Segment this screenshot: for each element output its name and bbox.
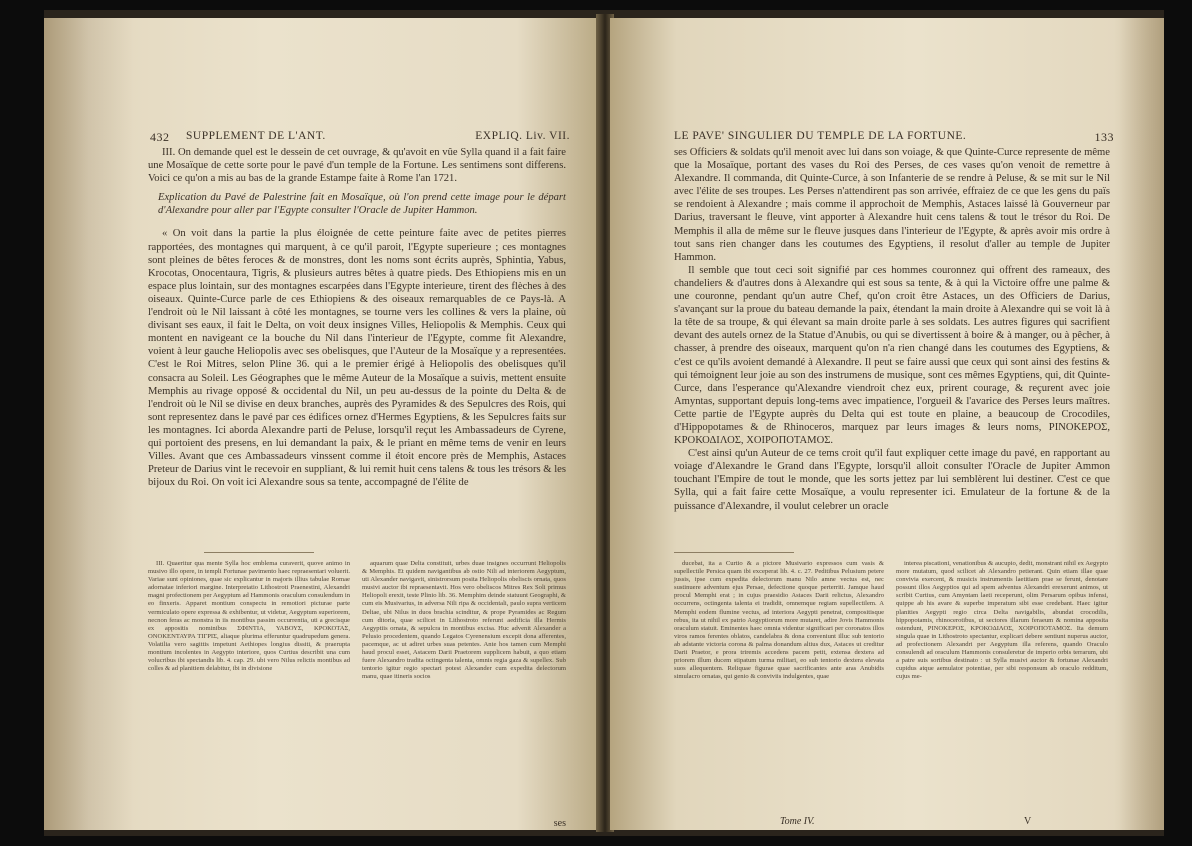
- signature-mark: V: [1024, 816, 1032, 827]
- left-paragraph-1: III. On demande quel est le dessein de cet ouvrage, & qu'avoit en vûe Sylla quand il a fait faire une Mosaïque de cette sorte pour le pavé d'un temple de la Fortune. Les sentimens sont differens. Voici ce qu'on a mis au bas de la grande Estampe faite à Rome l'an 1721.: [148, 147, 566, 185]
- left-note-column-1: [148, 560, 350, 673]
- tome-label: Tome IV.: [780, 816, 815, 827]
- right-note-column-2: [896, 560, 1108, 681]
- right-page-number: 133: [1094, 130, 1114, 144]
- right-paragraph-2: Il semble que tout ceci soit signifié par ces hommes couronnez qui offrent des rameaux, des chandeliers & d'autres dons à Alexandre qui est sous sa tente, & à qui la Victoire offre une palme & une couronne, pendant qu'un autre Chef, qu'on croit être Astaces, un des Officiers de Darius, s'avançant sur la proue du bateau demande la paix, étendant la main droite à Alexandre qui se voit là à la tête de sa troupe, & qui élevant sa main droite parle à ses soldats. Les autres figures qui sacrifient devant des autels ornez de la Statue d'Anubis, ou qui se divertissent à boire & à manger, ou à pêcher, à chasser, à prendre des oiseaux, marquent qu'on n'a rien changé dans les coutumes des Egyptiens, & c'est ce qu'ils avoient demandé à Alexandre. Il peut se faire aussi que ceux qui sont ainsi des festins & qui témoignent leur joie au son des instrumens de musique, sont ces mêmes Egyptiens, qui, dit Quinte-Curce, dans l'esperance qu'Alexandre viendroit chez eux, prirent courage, & reçurent avec joie Amyntas, supportant depuis long-tems avec impatience, l'orgueil & l'avarice des Perses leurs maîtres. Cette partie de l'Egypte auprès du Delta qui est toute en plaine, a beaucoup de Crocodiles, d'Hippopotames & de Rhinoceros, marquez par leurs images & leurs noms, ΡΙΝΟΚΕΡΟΣ, ΚΡΟΚΟΔΙΛΟΣ, ΧΟΙΡΟΠΟΤΑΜΟΣ.: [674, 264, 1110, 447]
- left-running-subtitle: EXPLIQ. Liv. VII.: [475, 130, 570, 142]
- open-book: [44, 10, 1164, 836]
- left-paragraph-2: « On voit dans la partie la plus éloignée de cette peinture faite avec de petites pierres rapportées, des montagnes qui marquent, à ce qu'il paroit, l'Egypte superieure ; ces montagnes sont pleines de bêtes feroces & de monstres, dont les noms sont écrits auprès, Sphintia, Yabus, Krocotas, Onocentaura, Tigris, & plusieurs autres bêtes à quatre pieds. Des Ethiopiens mis en un espace plus lointain, sur des montagnes escarpées dans l'Egypte interieure, tirent des flèches à des oiseaux. Quinte-Curce parle de ces Ethiopiens & des oiseaux remarquables de ce Pays-là. A l'endroit où le Nil laissant à côté les montagnes, se tourne vers les collines & vers la plaine, où divisant ses eaux, il fait le Delta, on voit deux insignes Villes, Heliopolis & Memphis. Ceux qui montent en navigeant ce la bouche du Nil dans l'interieur de l'Egypte, comme fit Alexandre, voient à leur gauche Heliopolis avec ses obelisques, que l'Auteur de la Mosaïque y a representées. C'est le Roi Mitres, selon Pline 36. qui a le premier érigé à Heliopolis des obelisques qu'il consacra au Soleil. Les Géographes que le même Auteur de la Mosaïque a suivis, mettent ensuite Memphis au rivage opposé & occidental du Nil, un peu au-dessus de la pointe du Delta & de l'endroit où le Nil se divise en deux branches, auprès des Pyramides & des Sepulcres des Rois, qui sont representez dans le pavé par ces édifices ornez d'Hermes Egyptiens, & les Sepulcres faits sur les montagnes. Ici aborda Alexandre parti de Peluse, lorsqu'il reçut les Ambassadeurs de Cyrene, qui portoient des presens, en lui demandant la paix, & le priant en même tems de venir en leurs Villes. Avant que ces Ambassadeurs vinssent comme il étoit encore près de Memphis, Astaces Preteur de Darius vint le recevoir en suppliant, & lui remit huit cens talens & tous les trésors & les bijoux du Roi. On voit ici Alexandre sous sa tente, accompagné de l'élite de: [148, 228, 566, 489]
- left-note-text-1: III. Quaeritur qua mente Sylla hoc emblema curaverit, quove animo in musivo illo opere, in templi Fortunae pavimento haec repraesentari voluerit. Variae sunt opiniones, quae sic explicantur in majoris illius tabulae Romae adornatae inferiori margine. Interpretatio Lithostroti Praenestini, Alexandri magni profectionem per Aegyptum ad Hammonis oraculum consulendum in eo finxeris. Apparet montium conspectu in remotiori picturae parte vermiculato opere expressa & exhibentur, ut videtur, Aegyptum superiorem, necnon feras ac monstra in iis montibus passim occurrentia, uti a grecisque ex appositis nominibus ΣΦΙΝΤΙΑ, ΥΑΒΟΥΣ, ΚΡΟΚΟΤΑΣ, ΟΝΟΚΕΝΤΑΥΡΑ ΤΙΓΡΙΣ, aliaque plurima efferuntur quadrupedum genera. Volatilia vero sagittis impetunt Aethiopes longius dissiti, & praerupta montium incolentes in Aegypto interiore, quos Curtius describit una cum volucribus ibi spectandis lib. 4. cap. 29. ubi vero Nilus relictis montibus ad colles & ad planitiem delabitur, ibi in divisione: [148, 560, 350, 673]
- page-shade: [44, 18, 134, 830]
- left-catchword: ses: [553, 818, 566, 829]
- right-note-column-1: [674, 560, 884, 681]
- page-shade-right: [1114, 18, 1164, 830]
- right-running-title: LE PAVE' SINGULIER DU TEMPLE DE LA FORTUNE.: [674, 130, 967, 142]
- right-footnote-rule: [674, 552, 794, 553]
- right-main-text: [674, 146, 1110, 513]
- left-footnote-rule: [204, 552, 314, 553]
- left-note-column-2: [362, 560, 566, 681]
- left-running-title: SUPPLEMENT DE L'ANT.: [186, 130, 326, 142]
- left-caption: Explication du Pavé de Palestrine fait en Mosaïque, où l'on prend cette image pour le départ d'Alexandre pour aller par l'Egypte consulter l'Oracle de Jupiter Hammon.: [158, 192, 566, 217]
- left-main-text: [148, 146, 566, 489]
- right-page: [610, 18, 1164, 830]
- left-note-text-2: aquarum quae Delta constituit, urbes duae insignes occurrunt Heliopolis & Memphis. Et quidem navigantibus ab ostio Nili ad interiorem Aegyptum, uti Alexander navigavit, sinistrorsum posita Heliopolis obeliscis ornata, quos musivi auctor ibi repraesentavit. Hos vero obeliscos Mitres Rex Soli primus Heliopoli erexit, teste Plinio lib. 36. Memphim deinde statuunt Geographi, & cum eis Musivarius, in adversa Nili ripa & occidentali, paulo supra verticem Deltae, ubi Nilus in duos brachia scinditur, & prope Pyramides ac Regum cum ditoria, quae scilicet in Lithostroto referunt aedificia illa Hermis Aegyptiis ornata, & sepulcra in montibus excisa. Huc advenit Alexander a Pelusio procedentem, quando Legatos Cyrenensium excepit dona afferentes, pacemque, ac ut adiret urbes suas petentes. Ante hos tamen cum Memphi haud procul esset, Astacem Darii Praetorem supplicem habuit, a quo etiam fuere Alexandro tradita octingenta talenta, omnis regia gaza & supellex. Sub tentorio igitur regio spectari potest Alexander cum expedita delectorum manu, quae itineris socios: [362, 560, 566, 681]
- right-note-text-2: interea piscationi, venationibus & aucupio, dedit, monstrant nihil ex Aegypto more mutatum, quod scilicet ab Alexandro petierant. Quin etiam illae quae convivia exercent, & musicis instrumentis laetitiam prae se ferunt, denotare possunt illos Aegyptios qui ad spem adventus Alexandri erexerunt animos, ut scribit Curtius, cum Amyntam laeti receperunt, olim Persarum opibus infensi, quippe ab his avare & superbe imperatum sibi esse credebant. Haec igitur planities Aegypti regio circa Delta navigabilis, abundat crocodilis, hippopotamis, rhinocerotibus, ut sectores illarum feraeum & nomina apposita ostendunt, ΡΙΝΟΚΕΡΟΣ, ΚΡΟΚΟΔΙΛΟΣ, ΧΟΙΡΟΠΟΤΑΜΟΣ. Ita demum singula quae in Lithostroto spectantur, explicari debere sentiunt nuperus auctor, ad profectionem Alexandri per Aegyptum illa referens, quando Oraculo consulendi ad oraculum Hammonis consuleretur de imperio orbis terrarum, ubi a patre suis sortibus destinato : ut Sylla musivi auctor & fortunae Alexandri cupidus atque aemulator potentiae, per sibi responsum ab oraculo redditum, cujus me-: [896, 560, 1108, 681]
- right-note-text-1: ducebat, ita a Curtio & a pictore Musivario expressos cum vasis & supellectile Persica quam ibi exceperat lib. 4. c. 27. Peditibus Pelusium petere jussis, ipse cum expedita delectorum manu Nilo amne vectus est, nec sustinuere adventum ejus Persae, defectione quoque perterriti. Jamque haud procul Memphi erat ; in cujus praesidio Astaces Darii relictus, Alexandro occurrens, octingenta talenta ei tradidit, omnemque regiam supellectilem. A Memphi eodem flumine vectus, ad interiora Aegypti penetrat, compositisque rebus, ita ut nihil ex patrio Aegyptiorum more mutaret, adire Jovis Hammonis oraculum statuit. Eminentes haec omnia videntur significari per coronatos illos viros ramos ferentes oblatos, candelabra & dona conveniunt illuc sub tentorio ab adstante victoria corona & palma donandum altius dux, Astaces ut creditur Darii Praetor, e prora triremis accedens pacem petit, extensa dextera ad priorem illum ducem stipatum turma militari, eo sub tentorio dextera elevata suos allequentem. Reliquae figurae quae sacrificantes ante aras Anubidis simulacro ornatas, qui genio & conviviis indulgentes, quae: [674, 560, 884, 681]
- left-page-number: 432: [150, 130, 170, 144]
- right-paragraph-3: C'est ainsi qu'un Auteur de ce tems croit qu'il faut expliquer cette image du pavé, en rapportant au voiage d'Alexandre le Grand dans l'Egypte, lorsqu'il alloit consulter l'Oracle de Jupiter Ammon touchant l'Empire de tout le monde, que les sorts jettez par lui semblèrent lui destiner. C'est ce que Sylla, qui a fait faire cette Mosaïque, a voulu representer ici. Emulateur de la fortune & de la puissance d'Alexandre, il voulut celebrer un oracle: [674, 448, 1110, 512]
- right-paragraph-1: ses Officiers & soldats qu'il menoit avec lui dans son voiage, & que Quinte-Curce represente de même que la Mosaïque, portant des vases du Roi des Perses, de ces vases qu'on venoit de remettre à Alexandre. Il commanda, dit Quinte-Curce, à son Infanterie de se rendre à Peluse, & se mit sur le Nil avec l'élite de ses troupes. Les Perses n'attendirent pas son arrivée, effraiez de ce que les gens du païs se rendoient à Alexandre ; mais comme il approchoit de Memphis, Astaces laissé là Gouverneur par Darius, traversant le fleuve, vint apporter à Alexandre huit cens talens & tout le trésor du Roi. De Memphis il alla de même sur le fleuve jusques dans l'interieur de l'Egypte, & après avoir mis ordre à tout sans rien changer dans les coutumes des Egyptiens, il resolut d'aller au temple de Jupiter Hammon.: [674, 147, 1110, 263]
- left-page: [44, 18, 600, 830]
